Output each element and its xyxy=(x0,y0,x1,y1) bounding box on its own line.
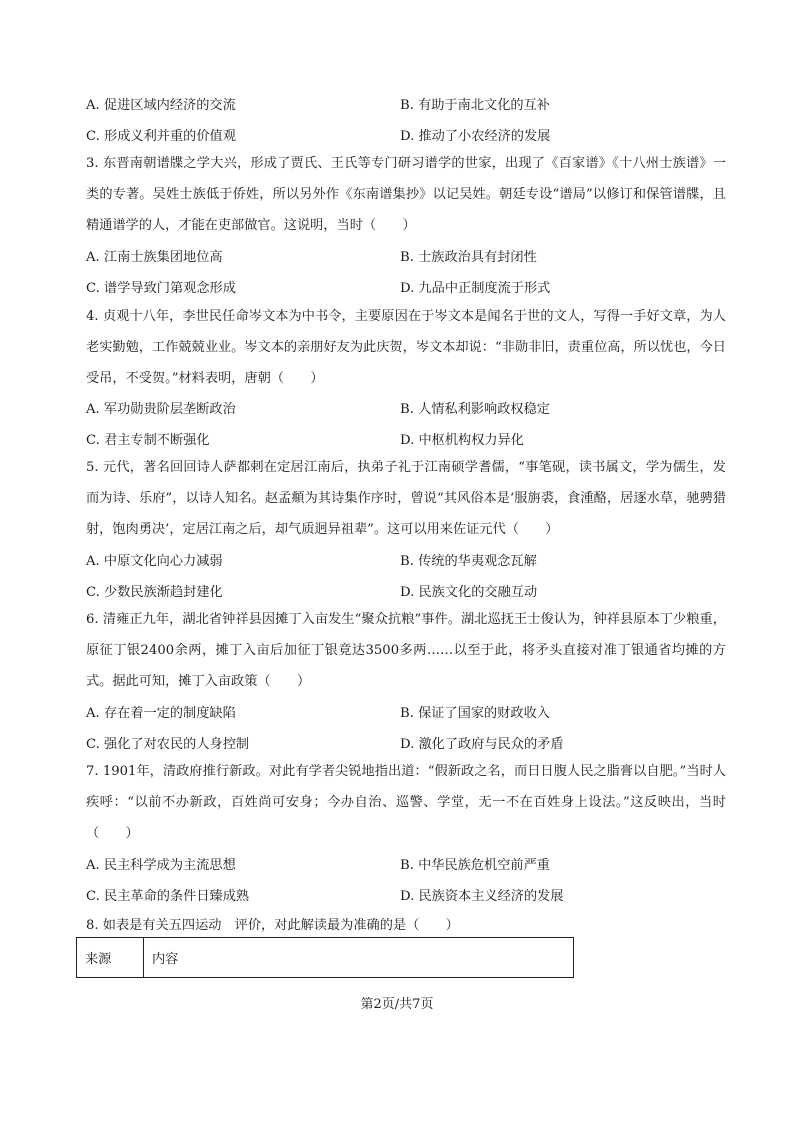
q5-option-a: A. 中原文化向心力减弱 xyxy=(86,554,223,569)
q6-stem: 6. 清雍正九年，湖北省钟祥县因摊丁入亩发生“聚众抗粮”事件。湖北巡抚王士俊认为，钟祥县原本丁少粮重，原征丁银2400余两，摊丁入亩后加征丁银竟达3500多两……以至于此，将矛头直接对准丁银通省均摊的方式。据此可知，摊丁入亩政策（ ） xyxy=(86,612,726,689)
q5-stem: 5. 元代，著名回回诗人萨都剌在定居江南后，执弟子礼于江南硕学耆儒，“事笔砚，读书属文，学为儒生，发而为诗、乐府”，以诗人知名。赵孟頫为其诗集作序时，曾说“其风俗本是‘服旃裘，食湩酪，居逐水草，驰骋猎射，饱肉勇决’，定居江南之后，却气质迥异祖辈”。这可以用来佐证元代（ ） xyxy=(86,460,726,537)
q5-option-b: B. 传统的华夷观念瓦解 xyxy=(400,554,537,569)
q2-option-a: A. 促进区域内经济的交流 xyxy=(86,98,236,113)
table-header-source: 来源 xyxy=(77,938,144,978)
q6-option-d: D. 激化了政府与民众的矛盾 xyxy=(400,737,564,752)
q6-option-a: A. 存在着一定的制度缺陷 xyxy=(86,706,236,721)
q3-stem: 3. 东晋南朝谱牒之学大兴，形成了贾氏、王氏等专门研习谱学的世家，出现了《百家谱》《十八州士族谱》一类的专著。吴姓士族低于侨姓，所以另外作《东南谱集抄》以记吴姓。朝廷专设“谱局”以修订和保管谱牒，且精通谱学的人，才能在吏部做官。这说明，当时（ ） xyxy=(86,156,726,233)
q2-option-b: B. 有助于南北文化的互补 xyxy=(400,98,550,113)
q7-option-a: A. 民主科学成为主流思想 xyxy=(86,858,236,873)
q8-table xyxy=(76,937,574,978)
q5-option-c: C. 少数民族渐趋封建化 xyxy=(86,585,223,600)
table-row xyxy=(77,938,574,978)
q5-option-d: D. 民族文化的交融互动 xyxy=(400,585,538,600)
q2-option-c: C. 形成义利并重的价值观 xyxy=(86,129,236,144)
q3-option-d: D. 九品中正制度流于形式 xyxy=(400,281,551,296)
q7-option-d: D. 民族资本主义经济的发展 xyxy=(400,889,564,904)
q3-option-a: A. 江南士族集团地位高 xyxy=(86,250,223,265)
q7-option-b: B. 中华民族危机空前严重 xyxy=(400,858,550,873)
q3-option-b: B. 士族政治具有封闭性 xyxy=(400,250,537,265)
table-header-content: 内容 xyxy=(144,938,574,978)
q7-option-c: C. 民主革命的条件日臻成熟 xyxy=(86,889,250,904)
q6-option-b: B. 保证了国家的财政收入 xyxy=(400,706,550,721)
q6-option-c: C. 强化了对农民的人身控制 xyxy=(86,737,250,752)
page-footer: 第2页/共7页 xyxy=(360,997,434,1012)
q4-option-d: D. 中枢机构权力异化 xyxy=(400,433,524,448)
q8-stem: 8. 如表是有关五四运动 评价，对此解读最为准确的是（ ） xyxy=(86,918,459,933)
q7-stem: 7. 1901年，清政府推行新政。对此有学者尖锐地指出道：“假新政之名，而日日腹人民之脂膏以自肥。”当时人疾呼：“以前不办新政，百姓尚可安身；今办自治、巡警、学堂，无一不在百姓身上设法。”这反映出，当时（ ） xyxy=(86,764,726,841)
q4-option-a: A. 军功勋贵阶层垄断政治 xyxy=(86,402,236,417)
q4-stem: 4. 贞观十八年，李世民任命岑文本为中书令，主要原因在于岑文本是闻名于世的文人，写得一手好文章，为人老实勤勉，工作兢兢业业。岑文本的亲朋好友为此庆贺，岑文本却说：“非勋非旧，责重位高，所以忧也，今日受吊，不受贺。”材料表明，唐朝（ ） xyxy=(86,309,726,386)
q2-option-d: D. 推动了小农经济的发展 xyxy=(400,129,551,144)
q4-option-b: B. 人情私利影响政权稳定 xyxy=(400,402,550,417)
q4-option-c: C. 君主专制不断强化 xyxy=(86,433,210,448)
q3-option-c: C. 谱学导致门第观念形成 xyxy=(86,281,236,296)
